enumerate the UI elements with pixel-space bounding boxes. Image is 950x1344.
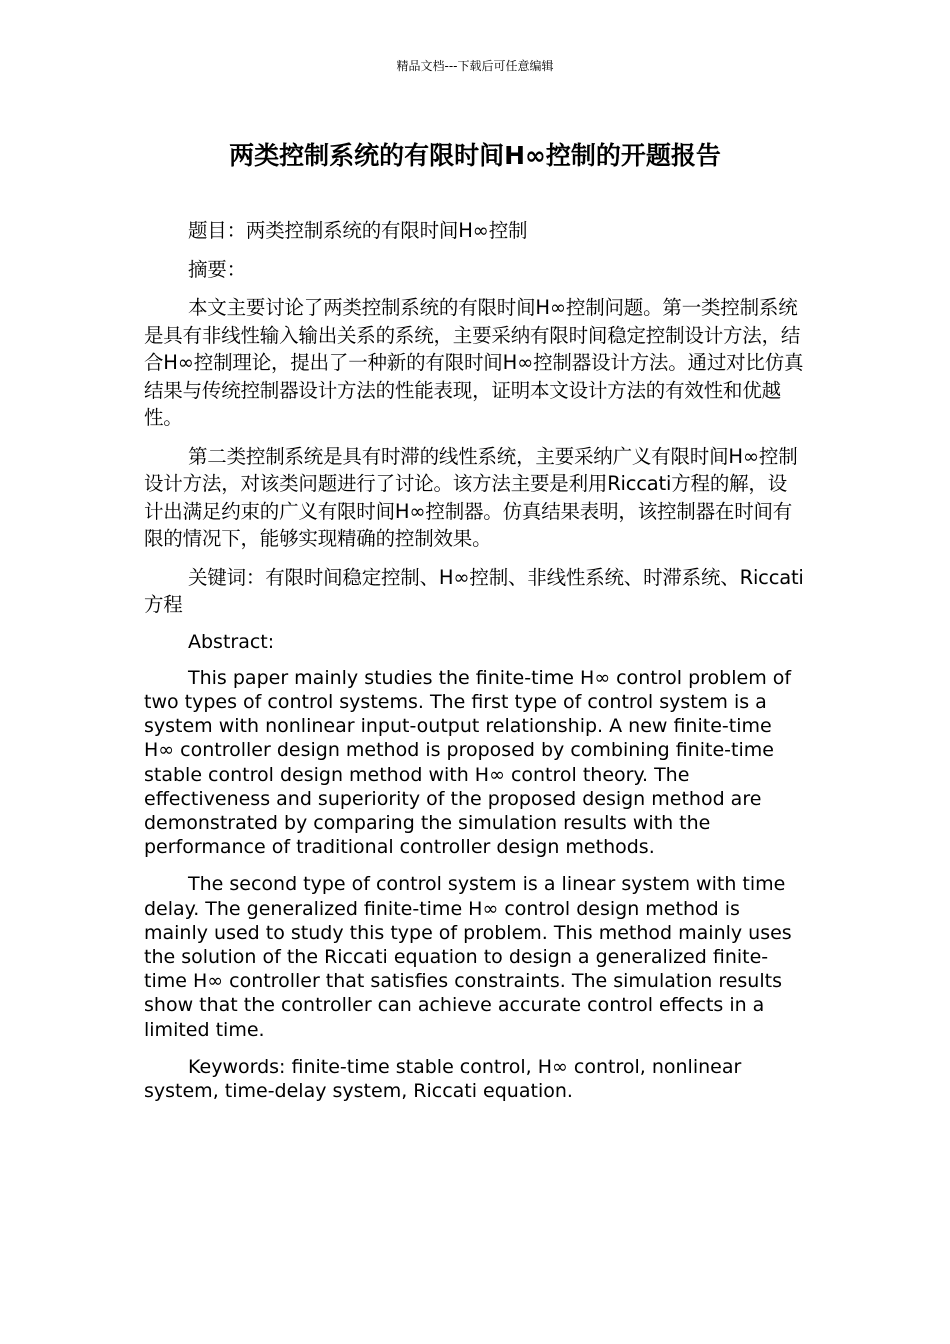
header-note: 精品文档---下载后可任意编辑 <box>396 59 554 73</box>
abstract-label-en: Abstract: <box>188 630 275 653</box>
abstract-en-paragraph-1: This paper mainly studies the finite-time H∞ control problem of two types of control systems. The first type of control system is a system with nonlinear input-output relationship. A new finite-time H∞ controller design method is proposed by combining finite-time stable control design method with H∞ control theory. The effectiveness and superiority of the proposed design method are demonstrated by comparing the simulation results with the performance of traditional controller design methods. <box>144 666 792 859</box>
abstract-label-cn: 摘要： <box>188 257 246 281</box>
abstract-en-paragraph-2: The second type of control system is a linear system with time delay. The generalized finite-time H∞ control design method is mainly used to study this type of problem. This method mainly uses the solution of the Riccati equation to design a generalized finite-time H∞ controller that satisfies constraints. The simulation results show that the controller can achieve accurate control effects in a limited time. <box>144 873 792 1041</box>
document-title: 两类控制系统的有限时间H∞控制的开题报告 <box>229 141 721 170</box>
abstract-cn-paragraph-2: 第二类控制系统是具有时滞的线性系统，主要采纳广义有限时间H∞控制设计方法，对该类问题进行了讨论。该方法主要是利用Riccati方程的解，设计出满足约束的广义有限时间H∞控制器。仿真结果表明，该控制器在时间有限的情况下，能够实现精确的控制效果。 <box>144 444 798 550</box>
document-body <box>144 217 806 1103</box>
abstract-cn-paragraph-1: 本文主要讨论了两类控制系统的有限时间H∞控制问题。第一类控制系统是具有非线性输入输出关系的系统，主要采纳有限时间稳定控制设计方法，结合H∞控制理论，提出了一种新的有限时间H∞控制器设计方法。通过对比仿真结果与传统控制器设计方法的性能表现，证明本文设计方法的有效性和优越性。 <box>144 296 804 429</box>
keywords-cn: 关键词：有限时间稳定控制、H∞控制、非线性系统、时滞系统、Riccati方程 <box>144 565 804 616</box>
topic-line: 题目：两类控制系统的有限时间H∞控制 <box>188 219 528 242</box>
keywords-en: Keywords: finite-time stable control, H∞ control, nonlinear system, time-delay system, Riccati equation. <box>144 1055 742 1102</box>
